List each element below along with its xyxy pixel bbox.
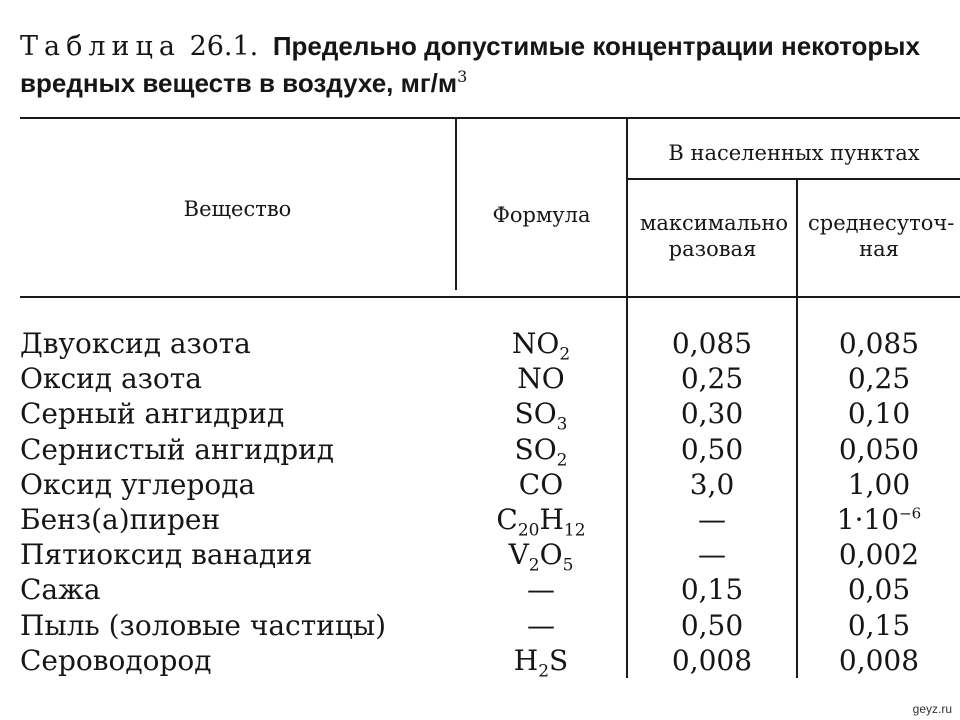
avg-value <box>798 538 960 571</box>
table-row <box>0 432 960 471</box>
avg-part: 0,002 <box>838 538 920 572</box>
table-row <box>0 362 960 396</box>
substance-name: Пыль (золовые частицы) <box>20 608 387 642</box>
avg-part: 1,00 <box>847 467 911 501</box>
header-formula: Формула <box>492 203 591 227</box>
avg-part: 0,25 <box>847 362 911 396</box>
avg-part: −6 <box>899 504 922 523</box>
formula-part: CO <box>518 467 564 501</box>
formula-part: S <box>549 643 569 677</box>
formula-part: 3 <box>556 414 568 435</box>
caption-prefix: Таблица <box>20 31 181 62</box>
substance-name: Пятиоксид ванадия <box>20 538 313 572</box>
formula-part: V <box>508 538 529 572</box>
formula-cell <box>456 362 626 395</box>
table-caption <box>20 28 940 102</box>
formula-cell <box>456 327 626 365</box>
formula-part: NO <box>511 327 560 360</box>
formula-cell <box>456 643 626 682</box>
avg-value <box>798 397 960 430</box>
avg-value <box>798 468 960 501</box>
formula-part: O <box>539 538 563 572</box>
formula-part: 2 <box>528 555 540 576</box>
avg-part: 0,05 <box>847 573 911 607</box>
max-value: 0,25 <box>680 362 744 396</box>
max-value: 0,085 <box>671 327 753 360</box>
max-value: 3,0 <box>689 467 735 501</box>
formula-part: 5 <box>562 555 574 576</box>
formula-part: SO <box>514 432 557 466</box>
table-row <box>0 327 960 365</box>
formula-cell <box>456 609 626 642</box>
avg-value <box>798 503 960 536</box>
header-avg: среднесуточ- ная <box>808 211 955 261</box>
substance-name: Серный ангидрид <box>20 397 285 431</box>
max-value: 0,50 <box>680 608 744 642</box>
max-value: 0,008 <box>671 643 753 677</box>
formula-part: 2 <box>559 344 571 365</box>
formula-cell <box>456 573 626 606</box>
avg-part: 0,085 <box>838 327 920 360</box>
substance-name: Оксид азота <box>20 362 202 396</box>
caption-number: 26.1. <box>189 31 259 62</box>
header-group: В населенных пунктах <box>668 141 920 165</box>
max-value: 0,30 <box>680 397 744 431</box>
avg-value <box>798 644 960 677</box>
header-max: максимально разовая <box>640 211 789 261</box>
substance-name: Оксид углерода <box>20 467 256 501</box>
formula-part: C <box>496 503 518 536</box>
formula-part: 20 <box>517 520 540 541</box>
table-row <box>0 397 960 435</box>
group-header-rule <box>628 178 960 180</box>
substance-name: Сажа <box>20 573 101 607</box>
formula-part: SO <box>514 397 557 431</box>
formula-part: — <box>527 608 555 642</box>
formula-part: 2 <box>538 661 550 682</box>
avg-part: 0,10 <box>847 397 911 431</box>
formula-cell <box>456 503 626 541</box>
table-top-rule <box>20 117 960 119</box>
table-row <box>0 468 960 502</box>
formula-cell <box>456 432 626 471</box>
avg-part: 0,15 <box>847 608 911 642</box>
formula-part: 2 <box>556 450 568 471</box>
substance-name: Сероводород <box>20 643 212 677</box>
avg-value <box>798 609 960 642</box>
substance-name: Двуоксид азота <box>20 327 251 360</box>
formula-part: NO <box>517 362 565 396</box>
max-value: 0,50 <box>680 432 744 466</box>
header-bottom-rule <box>20 296 960 298</box>
formula-part: H <box>513 643 539 677</box>
formula-part: 12 <box>563 520 586 541</box>
formula-cell <box>456 468 626 501</box>
avg-part: 0,050 <box>838 432 920 466</box>
max-value: — <box>698 538 726 572</box>
max-value: — <box>698 503 726 536</box>
table-row <box>0 609 960 643</box>
header-substance: Вещество <box>183 197 292 221</box>
substance-name: Бенз(а)пирен <box>20 503 221 536</box>
max-value: 0,15 <box>680 573 744 607</box>
substance-name: Сернистый ангидрид <box>20 432 335 466</box>
table-row <box>0 503 960 541</box>
formula-cell <box>456 397 626 435</box>
avg-value <box>798 327 960 360</box>
avg-value <box>798 573 960 606</box>
caption-title: Предельно допустимые концентрации некоторых вредных веществ в воздухе, мг/м <box>20 31 920 98</box>
formula-part: H <box>539 503 564 536</box>
table-row <box>0 573 960 607</box>
avg-part: 1·10 <box>836 503 900 536</box>
table-row <box>0 538 960 576</box>
formula-part: — <box>527 573 555 607</box>
formula-cell <box>456 538 626 576</box>
table-row <box>0 643 960 682</box>
caption-unit-exponent: 3 <box>457 67 468 86</box>
watermark: geyz.ru <box>912 702 952 716</box>
avg-part: 0,008 <box>838 643 920 677</box>
avg-value <box>798 433 960 466</box>
avg-value <box>798 362 960 395</box>
